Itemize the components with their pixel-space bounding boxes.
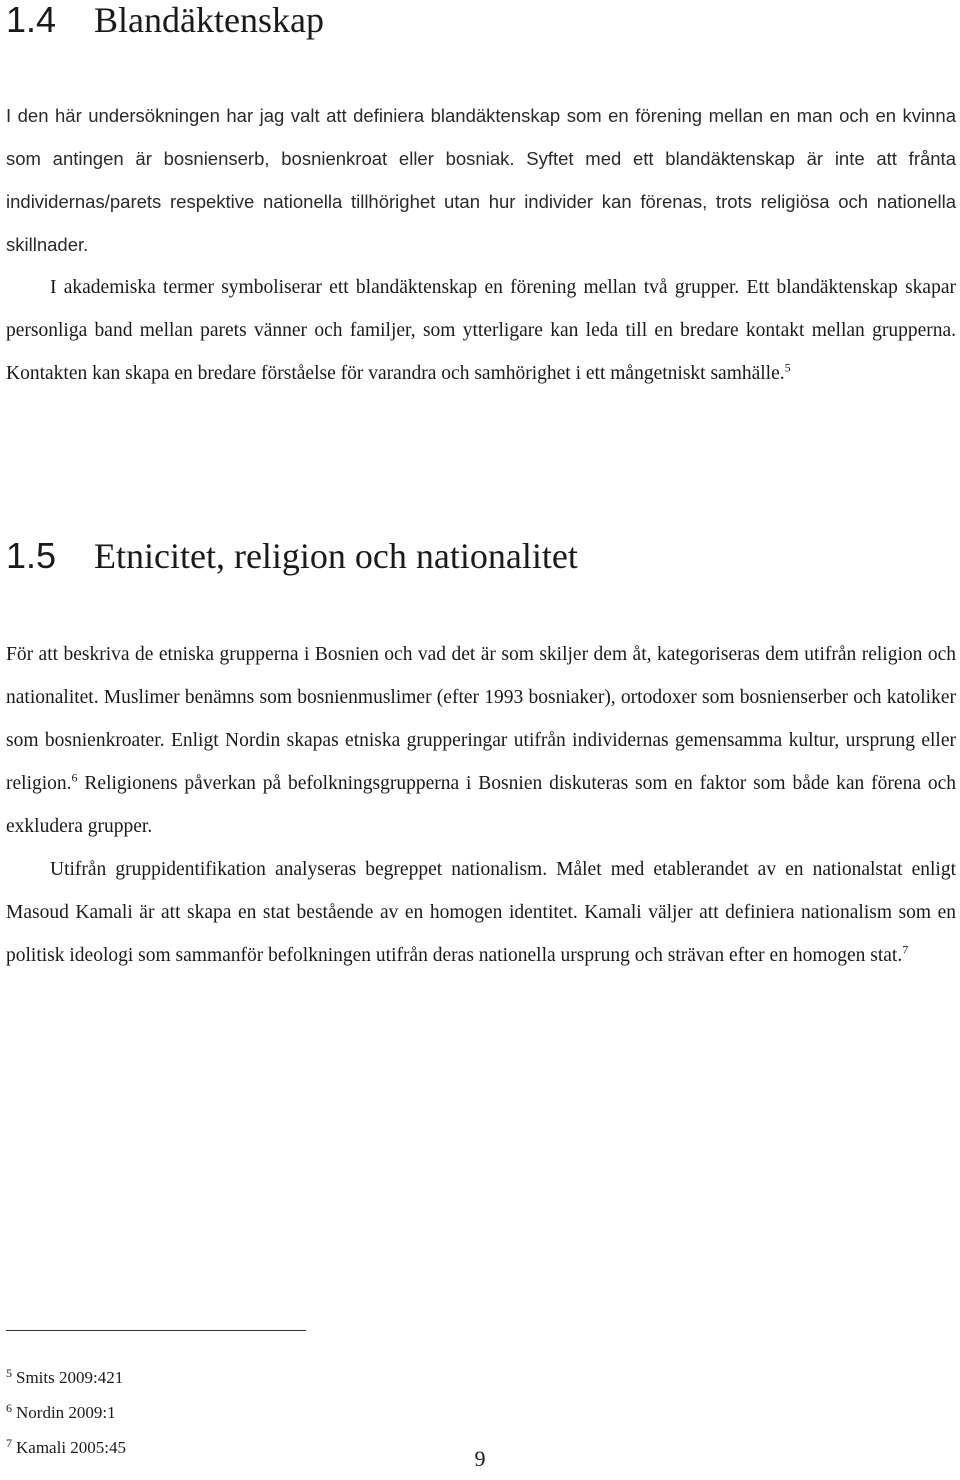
- footnote-text: Kamali 2005:45: [16, 1438, 127, 1457]
- footnote-number: 5: [6, 1366, 12, 1380]
- footnote: [6, 1393, 506, 1428]
- section-number: 1.4: [6, 0, 57, 40]
- paragraph-text: I akademiska termer symboliserar ett blandäktenskap en förening mellan två grupper. Ett blandäktenskap skapar personliga band mellan parets vänner och familjer, som ytterligare kan leda till en bredare kontakt mellan grupperna. Kontakten kan skapa en bredare förståelse för varandra och samhörighet i ett mångetniskt samhälle.: [6, 277, 956, 384]
- footnote-ref[interactable]: 7: [902, 942, 909, 957]
- paragraph: [6, 94, 956, 266]
- footnote-text: Smits 2009:421: [16, 1368, 124, 1387]
- paragraph-text: I den här undersökningen har jag valt att definiera blandäktenskap som en förening mellan en man och en kvinna som antingen är bosnienserb, bosnienkroat eller bosniak. Syftet med ett blandäktenskap är inte att frånta individernas/parets respektive nationella tillhörighet utan hur individer kan förenas, trots religiösa och nationella skillnader.: [6, 105, 956, 255]
- section-title: Etnicitet, religion och nationalitet: [94, 536, 578, 576]
- paragraph: [6, 266, 956, 395]
- footnote-text: Nordin 2009:1: [16, 1403, 116, 1422]
- footnote-number: 7: [6, 1436, 12, 1450]
- page-number: 9: [474, 1446, 486, 1471]
- paragraph-text: Utifrån gruppidentifikation analyseras begreppet nationalism. Målet med etablerandet av en nationalstat enligt Masoud Kamali är att skapa en stat bestående av en homogen identitet. Kamali väljer att definiera nationalism som en politisk ideologi som sammanför befolkningen utifrån deras nationella ursprung och strävan efter en homogen stat.: [6, 859, 956, 966]
- section-heading-1-4: [6, 0, 324, 40]
- section-heading-1-5: [6, 536, 578, 576]
- footnote-ref[interactable]: 5: [784, 360, 791, 375]
- section-number: 1.5: [6, 535, 57, 576]
- section-body-1-5: [6, 633, 956, 977]
- section-body-1-4: [6, 94, 956, 395]
- paragraph-text: För att beskriva de etniska grupperna i Bosnien och vad det är som skiljer dem åt, kategoriseras dem utifrån religion och nationalitet. Muslimer benämns som bosnienmuslimer (efter 1993 bosniaker), ortodoxer som bosnienserber och katoliker som bosnienkroater. Enligt Nordin skapas etniska grupperingar utifrån individernas gemensamma kultur, ursprung eller religion.: [6, 644, 956, 794]
- paragraph-text: Religionens påverkan på befolkningsgrupperna i Bosnien diskuteras som en faktor som både kan förena och exkludera grupper.: [6, 773, 956, 837]
- paragraph: [6, 848, 956, 977]
- footnote-ref[interactable]: 6: [71, 770, 78, 785]
- paragraph: [6, 633, 956, 848]
- footnote-divider: [6, 1330, 306, 1331]
- footnote: [6, 1358, 506, 1393]
- footnote-number: 6: [6, 1401, 12, 1415]
- section-title: Blandäktenskap: [94, 0, 324, 40]
